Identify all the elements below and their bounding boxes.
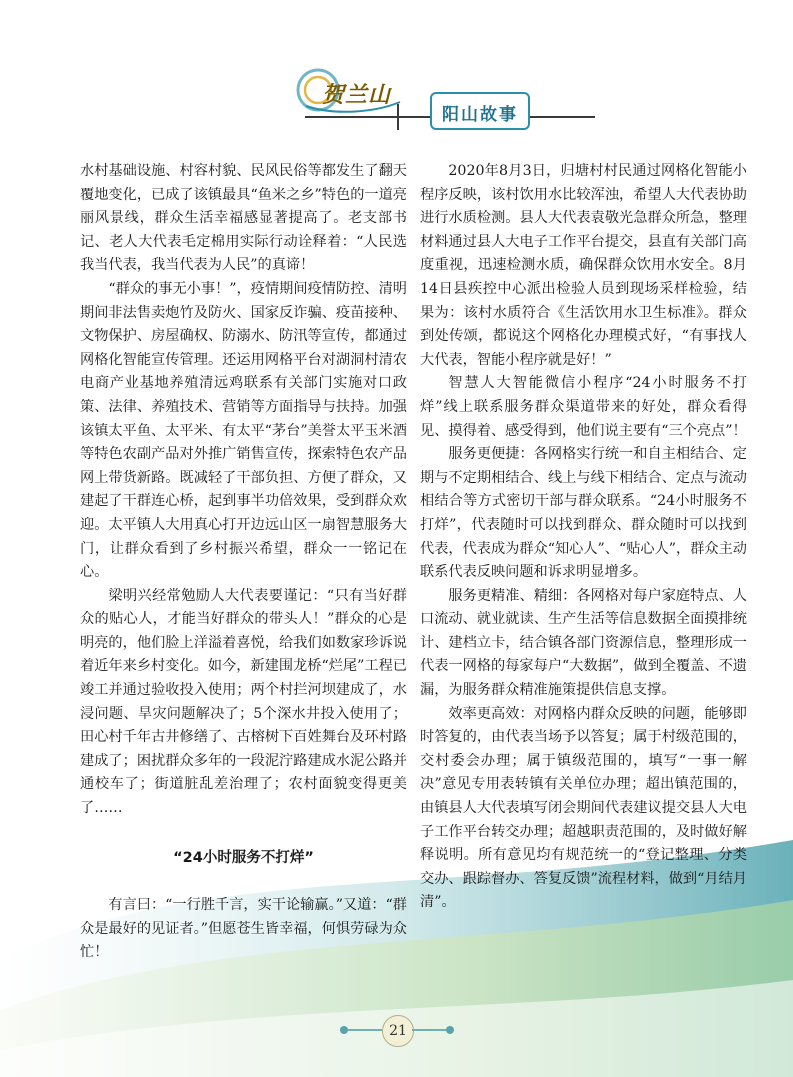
right-paragraph-4: 服务更精准、精细：各网格对每户家庭特点、人口流动、就业就读、生产生活等信息数据全面摸排统计、建档立卡，结合镇各部门资源信息，整理形成一代表一网格的每家每户“大数据”，做到全覆盖、不遗漏，为服务群众精准施策提供信息支撑。 bbox=[420, 587, 747, 699]
left-paragraph-1: 水村基础设施、村容村貌、民风民俗等都发生了翻天覆地变化，已成了该镇最具“鱼米之乡”特色的一道亮丽风景线，群众生活幸福感显著提高了。老支部书记、老人大代表毛定棉用实际行动诠释着：“人民选我当代表，我当代表为人民”的真谛！ bbox=[80, 163, 407, 274]
right-paragraph-2: 智慧人大智能微信小程序“24小时服务不打烊”线上联系服务群众渠道带来的好处，群众看得见、摸得着、感受得到，他们说主要有“三个亮点”！ bbox=[420, 375, 747, 439]
left-paragraph-3: 梁明兴经常勉励人大代表要谨记：“只有当好群众的贴心人，才能当好群众的带头人！”群众的心是明亮的，他们脸上洋溢着喜悦，给我们如数家珍诉说着近年来乡村变化。如今，新建围龙桥“烂尾”工程已竣工并通过验收投入使用；两个村拦河坝建成了，水浸问题、旱灾问题解决了；5个深水井投入使用了；田心村千年古井修缮了、古榕树下百姓舞台及环村路建成了；困扰群众多年的一段泥泞路建成水泥公路并通校车了；街道脏乱差治理了；农村面貌变得更美了…… bbox=[80, 587, 407, 817]
ornament-line-left bbox=[348, 1029, 382, 1031]
ornament-dot-left bbox=[340, 1026, 348, 1034]
left-paragraph-2: “群众的事无小事！”，疫情期间疫情防控、清明期间非法售卖炮竹及防火、国家反诈骗、疫苗接种、文物保护、房屋确权、防溺水、防汛等宣传，都通过网格化智能宣传管理。还运用网格平台对湖洞村清农电商产业基地养殖清远鸡联系有关部门实施对口政策、法律、养殖技术、营销等方面指导与扶持。加强该镇太平鱼、太平米、有太平“茅台”美誉太平玉米酒等特色农副产品对外推广销售宣传，探索特色农产品网上带货新路。既减轻了干部负担、方便了群众，又建起了干群连心桥，起到事半功倍效果，受到群众欢迎。太平镇人大用真心打开边远山区一扇智慧服务大门，让群众看到了乡村振兴希望，群众一一铭记在心。 bbox=[80, 280, 407, 581]
right-column bbox=[420, 160, 747, 915]
section-badge bbox=[430, 92, 530, 130]
header-cross-mark bbox=[397, 104, 399, 130]
left-column bbox=[80, 160, 407, 965]
ornament-line-right bbox=[412, 1029, 446, 1031]
right-paragraph-3: 服务更便捷：各网格实行统一和自主相结合、定期与不定期相结合、线上与线下相结合、定点与流动相结合等方式密切干部与群众联系。“24小时服务不打烊”，代表随时可以找到群众、群众随时可以找到代表，代表成为群众“知心人”、“贴心人”，群众主动联系代表反映问题和诉求明显增多。 bbox=[420, 446, 747, 581]
page-header bbox=[0, 0, 793, 140]
subheading: “24小时服务不打烊” bbox=[173, 849, 314, 866]
left-paragraph-4: 有言曰：“一行胜千言，实干论输赢。”又道：“群众是最好的见证者。”但愿苍生皆幸福，何惧劳碌为众忙！ bbox=[80, 897, 407, 961]
right-paragraph-1: 2020年8月3日，归塘村村民通过网格化智能小程序反映，该村饮用水比较浑浊，希望人大代表协助进行水质检测。县人大代表袁敬光急群众所急，整理材料通过县人大电子工作平台提交，县直有关部门高度重视，迅速检测水质，确保群众饮用水安全。8月14日县疾控中心派出检验人员到现场采样检验，结果为：该村水质符合《生活饮用水卫生标准》。群众到处传颂，都说这个网格化办理模式好，“有事找人大代表，智能小程序就是好！” bbox=[420, 163, 747, 368]
right-paragraph-5: 效率更高效：对网格内群众反映的问题，能够即时答复的，由代表当场予以答复；属于村级范围的，交村委会办理；属于镇级范围的，填写“一事一解决”意见专用表转镇有关单位办理；超出镇范围的，由镇县人大代表填写闭会期间代表建议提交县人大电子工作平台转交办理；超越职责范围的，及时做好解释说明。所有意见均有规范统一的“登记整理、分类交办、跟踪督办、答复反馈”流程材料，做到“月结月清”。 bbox=[420, 705, 747, 911]
page-number: 21 bbox=[382, 1015, 414, 1047]
section-title: 阳山故事 bbox=[442, 105, 518, 125]
page-number-ornament bbox=[340, 1015, 454, 1045]
ornament-dot-right bbox=[446, 1026, 454, 1034]
logo-text: 贺兰山 bbox=[322, 82, 392, 108]
